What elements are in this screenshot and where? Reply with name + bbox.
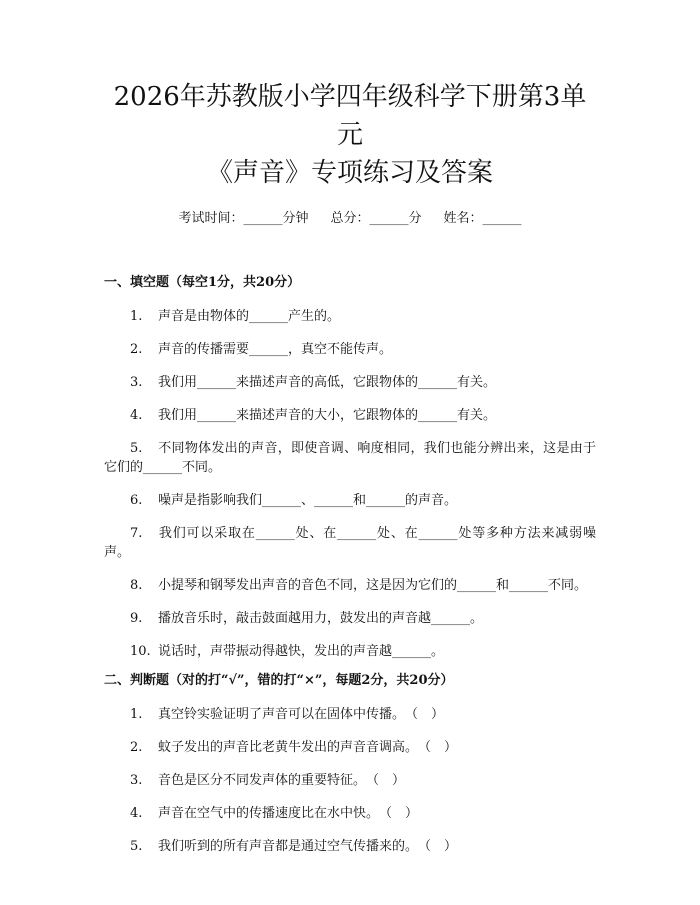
question-text: 声音是由物体的______产生的。 [158,309,341,324]
question-number: 8. [130,578,143,593]
question-item [104,705,596,724]
question-item [104,738,596,757]
question-text: 小提琴和钢琴发出声音的音色不同，这是因为它们的______和______不同。 [158,578,588,593]
document-title [104,78,596,192]
question-text: 不同物体发出的声音，即使音调、响度相同，我们也能分辨出来，这是由于它们的______不同。 [104,441,596,475]
question-number: 2. [130,342,143,357]
question-text: 声音在空气中的传播速度比在水中快。 （ ） [158,806,419,821]
section-heading: 一、填空题（每空1分，共20分） [104,275,301,290]
question-number: 1. [130,707,143,722]
question-number: 2. [130,740,143,755]
question-text: 音色是区分不同发声体的重要特征。 （ ） [158,773,406,788]
section-true-false [104,671,596,856]
question-text: 我们用______来描述声音的大小，它跟物体的______有关。 [158,408,497,423]
question-item [104,373,596,392]
question-number: 5. [130,839,143,854]
question-number: 4. [130,408,143,423]
question-text: 说话时，声带振动得越快，发出的声音越______。 [158,644,445,659]
question-number: 6. [130,493,143,508]
question-number: 3. [130,375,143,390]
question-text: 我们可以采取在______处、在______处、在______处等多种方法来减弱噪声。 [104,526,596,560]
student-name: 姓名：______ [443,211,522,226]
question-item [104,837,596,856]
question-item [104,491,596,510]
question-text: 我们听到的所有声音都是通过空气传播来的。 （ ） [158,839,458,854]
question-text: 噪声是指影响我们______、______和______的声音。 [158,493,458,508]
question-list [104,705,596,856]
question-text: 真空铃实验证明了声音可以在固体中传播。 （ ） [158,707,445,722]
question-item [104,406,596,425]
question-list [104,307,596,661]
question-number: 10. [130,644,151,659]
question-item [104,642,596,661]
exam-meta [104,209,596,229]
title-line-1: 2026年苏教版小学四年级科学下册第3单元 [113,82,587,150]
question-text: 播放音乐时，敲击鼓面越用力，鼓发出的声音越______。 [158,611,484,626]
exam-time: 考试时间：______分钟 [178,211,309,226]
question-item [104,771,596,790]
question-item [104,576,596,595]
question-number: 5. [130,441,143,456]
title-line-2: 《声音》专项练习及答案 [206,158,493,188]
section-fill-in-blank [104,273,596,661]
question-item [104,307,596,326]
question-text: 我们用______来描述声音的高低，它跟物体的______有关。 [158,375,497,390]
question-item [104,609,596,628]
question-text: 声音的传播需要______，真空不能传声。 [158,342,393,357]
question-text: 蚊子发出的声音比老黄牛发出的声音音调高。 （ ） [158,740,458,755]
question-item [104,524,596,562]
question-number: 1. [130,309,143,324]
question-item [104,439,596,477]
question-item [104,340,596,359]
question-number: 9. [130,611,143,626]
section-heading: 二、判断题（对的打“√”，错的打“×”，每题2分，共20分） [104,673,454,688]
question-item [104,804,596,823]
question-number: 3. [130,773,143,788]
question-number: 7. [130,526,143,541]
total-score: 总分：______分 [330,211,422,226]
question-number: 4. [130,806,143,821]
